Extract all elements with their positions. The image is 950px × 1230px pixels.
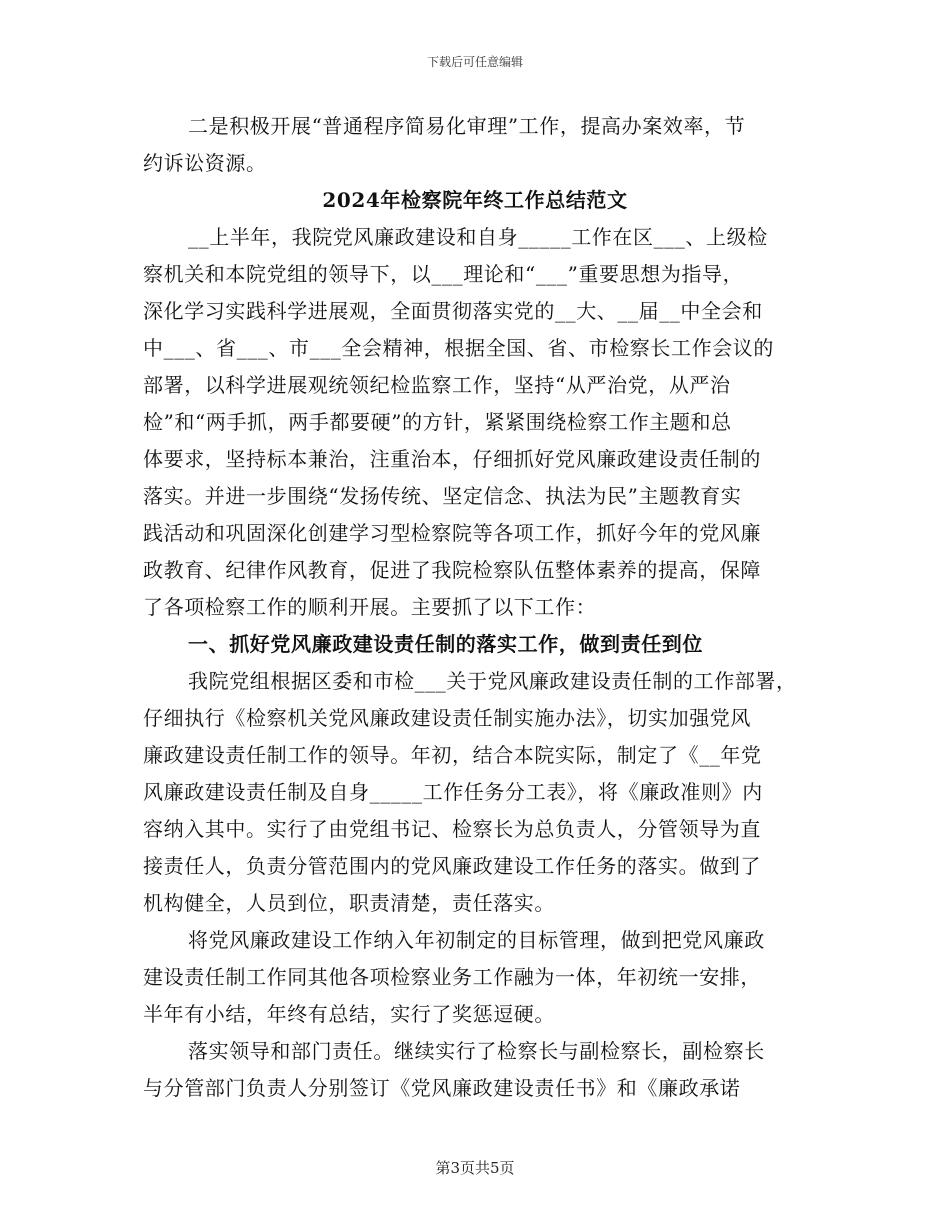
intro-line-2: 约诉讼资源。 xyxy=(143,151,267,175)
paragraph1-line-3: 深化学习实践科学进展观，全面贯彻落实党的__大、__届__中全会和 xyxy=(143,299,763,323)
document-title: 2024年检察院年终工作总结范文 xyxy=(322,188,628,212)
page-header: 下载后可任意编辑 xyxy=(426,55,523,69)
paragraph2-line-4: 风廉政建设责任制及自身_____工作任务分工表》，将《廉政准则》内 xyxy=(143,780,763,804)
paragraph1-line-4: 中___、省___、市___全会精神，根据全国、省、市检察长工作会议的 xyxy=(143,336,774,360)
paragraph1-line-7: 体要求，坚持标本兼治，注重治本，仔细抓好党风廉政建设责任制的 xyxy=(143,447,761,471)
paragraph1-line-2: 察机关和本院党组的领导下，以___理论和“___”重要思想为指导， xyxy=(143,262,744,286)
paragraph1-line-1: __上半年，我院党风廉政建设和自身_____工作在区___、上级检 xyxy=(188,225,768,249)
paragraph1-line-10: 政教育、纪律作风教育，促进了我院检察队伍整体素养的提高，保障 xyxy=(143,558,761,582)
section1-heading: 一、抓好党风廉政建设责任制的落实工作，做到责任到位 xyxy=(188,632,703,656)
paragraph2-line-7: 机构健全，人员到位，职责清楚，责任落实。 xyxy=(143,891,555,915)
paragraph1-line-11: 了各项检察工作的顺利开展。主要抓了以下工作： xyxy=(143,595,597,619)
paragraph4-line-1: 落实领导和部门责任。继续实行了检察长与副检察长，副检察长 xyxy=(188,1039,765,1063)
paragraph3-line-2: 建设责任制工作同其他各项检察业务工作融为一体，年初统一安排， xyxy=(143,965,761,989)
page-footer: 第3页共5页 xyxy=(435,1159,515,1177)
paragraph2-line-1: 我院党组根据区委和市检___关于党风廉政建设责任制的工作部署， xyxy=(188,669,797,693)
paragraph3-line-3: 半年有小结，年终有总结，实行了奖惩逗硬。 xyxy=(143,1002,555,1026)
paragraph2-line-6: 接责任人，负责分管范围内的党风廉政建设工作任务的落实。做到了 xyxy=(143,854,761,878)
intro-line-1: 二是积极开展“普通程序简易化审理”工作，提高办案效率，节 xyxy=(188,114,746,138)
paragraph1-line-5: 部署，以科学进展观统领纪检监察工作，坚持“从严治党，从严治 xyxy=(143,373,731,397)
paragraph1-line-9: 践活动和巩固深化创建学习型检察院等各项工作，抓好今年的党风廉 xyxy=(143,521,761,545)
paragraph2-line-5: 容纳入其中。实行了由党组书记、检察长为总负责人，分管领导为直 xyxy=(143,817,761,841)
paragraph3-line-1: 将党风廉政建设工作纳入年初制定的目标管理，做到把党风廉政 xyxy=(188,928,765,952)
paragraph2-line-2: 仔细执行《检察机关党风廉政建设责任制实施办法》，切实加强党风 xyxy=(143,706,751,730)
paragraph1-line-6: 检”和“两手抓，两手都要硬”的方针，紧紧围绕检察工作主题和总 xyxy=(143,410,732,434)
paragraph4-line-2: 与分管部门负责人分别签订《党风廉政建设责任书》和《廉政承诺 xyxy=(143,1076,741,1100)
paragraph1-line-8: 落实。并进一步围绕“发扬传统、坚定信念、执法为民”主题教育实 xyxy=(143,484,742,508)
paragraph2-line-3: 廉政建设责任制工作的领导。年初，结合本院实际，制定了《__年党 xyxy=(143,743,762,767)
